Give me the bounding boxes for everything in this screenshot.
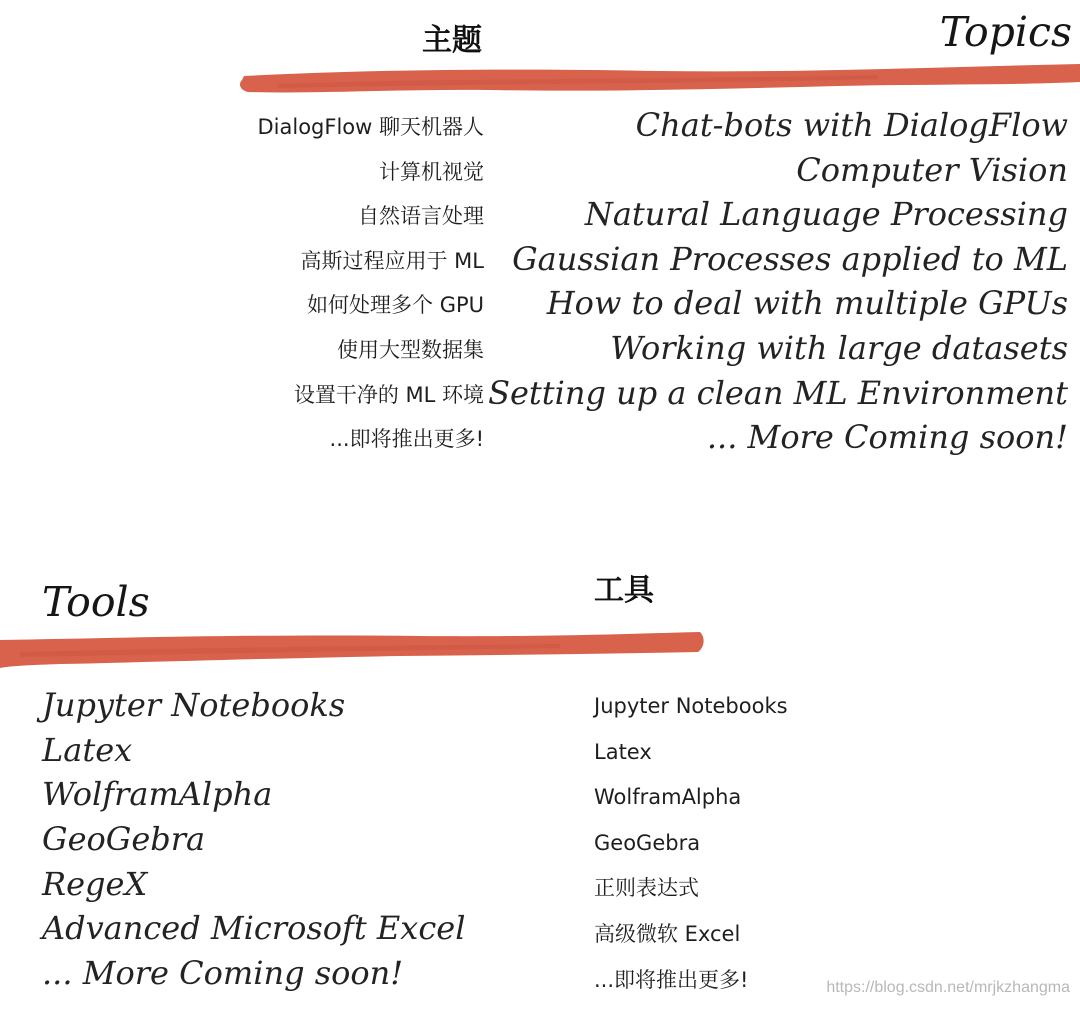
tools-heading-en: Tools <box>42 578 150 626</box>
topics-list-en <box>488 103 1068 460</box>
tool-item-cn: 高级微软 Excel <box>594 921 741 946</box>
tool-item-en: GeoGebra <box>42 820 206 859</box>
tool-item-en: Jupyter Notebooks <box>42 686 346 724</box>
topic-item-en: ... More Coming soon! <box>706 418 1068 457</box>
topics-brush-stroke <box>238 62 1080 102</box>
tool-item-cn: WolframAlpha <box>594 785 742 810</box>
watermark-url: https://blog.csdn.net/mrjkzhangma <box>826 979 1070 996</box>
tool-item-en: Latex <box>42 730 133 769</box>
tool-item-cn: GeoGebra <box>594 830 701 855</box>
tool-item-en: ... More Coming soon! <box>42 954 404 993</box>
tools-list-cn <box>594 690 788 1009</box>
topic-item-cn: 计算机视觉 <box>379 159 484 184</box>
topic-item-en: Chat-bots with DialogFlow <box>635 106 1068 144</box>
topic-item-en: Setting up a clean ML Environment <box>488 373 1068 412</box>
tool-item-en: RegeX <box>42 864 148 903</box>
tool-item-cn: ...即将推出更多! <box>594 967 749 992</box>
tools-brush-stroke <box>0 628 704 672</box>
topics-heading-en: Topics <box>939 8 1072 56</box>
tool-item-en: Advanced Microsoft Excel <box>42 909 466 948</box>
topics-heading-cn: 主题 <box>422 23 482 58</box>
topic-item-en: Working with large datasets <box>610 328 1068 367</box>
topic-item-cn: DialogFlow 聊天机器人 <box>257 115 484 139</box>
tool-item-en: WolframAlpha <box>42 775 273 814</box>
tool-item-cn: Jupyter Notebooks <box>594 694 788 718</box>
tool-item-cn: Latex <box>594 739 652 764</box>
tools-list-en <box>42 683 465 996</box>
topic-item-cn: 高斯过程应用于 ML <box>300 248 484 273</box>
topic-item-cn: ...即将推出更多! <box>329 427 484 452</box>
topic-item-cn: 使用大型数据集 <box>337 337 484 362</box>
topic-item-cn: 设置干净的 ML 环境 <box>293 382 484 407</box>
topic-item-en: Gaussian Processes applied to ML <box>512 239 1068 278</box>
topic-item-en: Computer Vision <box>796 150 1068 189</box>
tool-item-cn: 正则表达式 <box>594 876 699 901</box>
topic-item-cn: 自然语言处理 <box>358 204 484 229</box>
topic-item-en: How to deal with multiple GPUs <box>546 284 1068 323</box>
topics-list-cn <box>258 111 485 468</box>
topic-item-en: Natural Language Processing <box>584 195 1068 234</box>
tools-heading-cn: 工具 <box>594 573 654 608</box>
topic-item-cn: 如何处理多个 GPU <box>307 293 484 318</box>
